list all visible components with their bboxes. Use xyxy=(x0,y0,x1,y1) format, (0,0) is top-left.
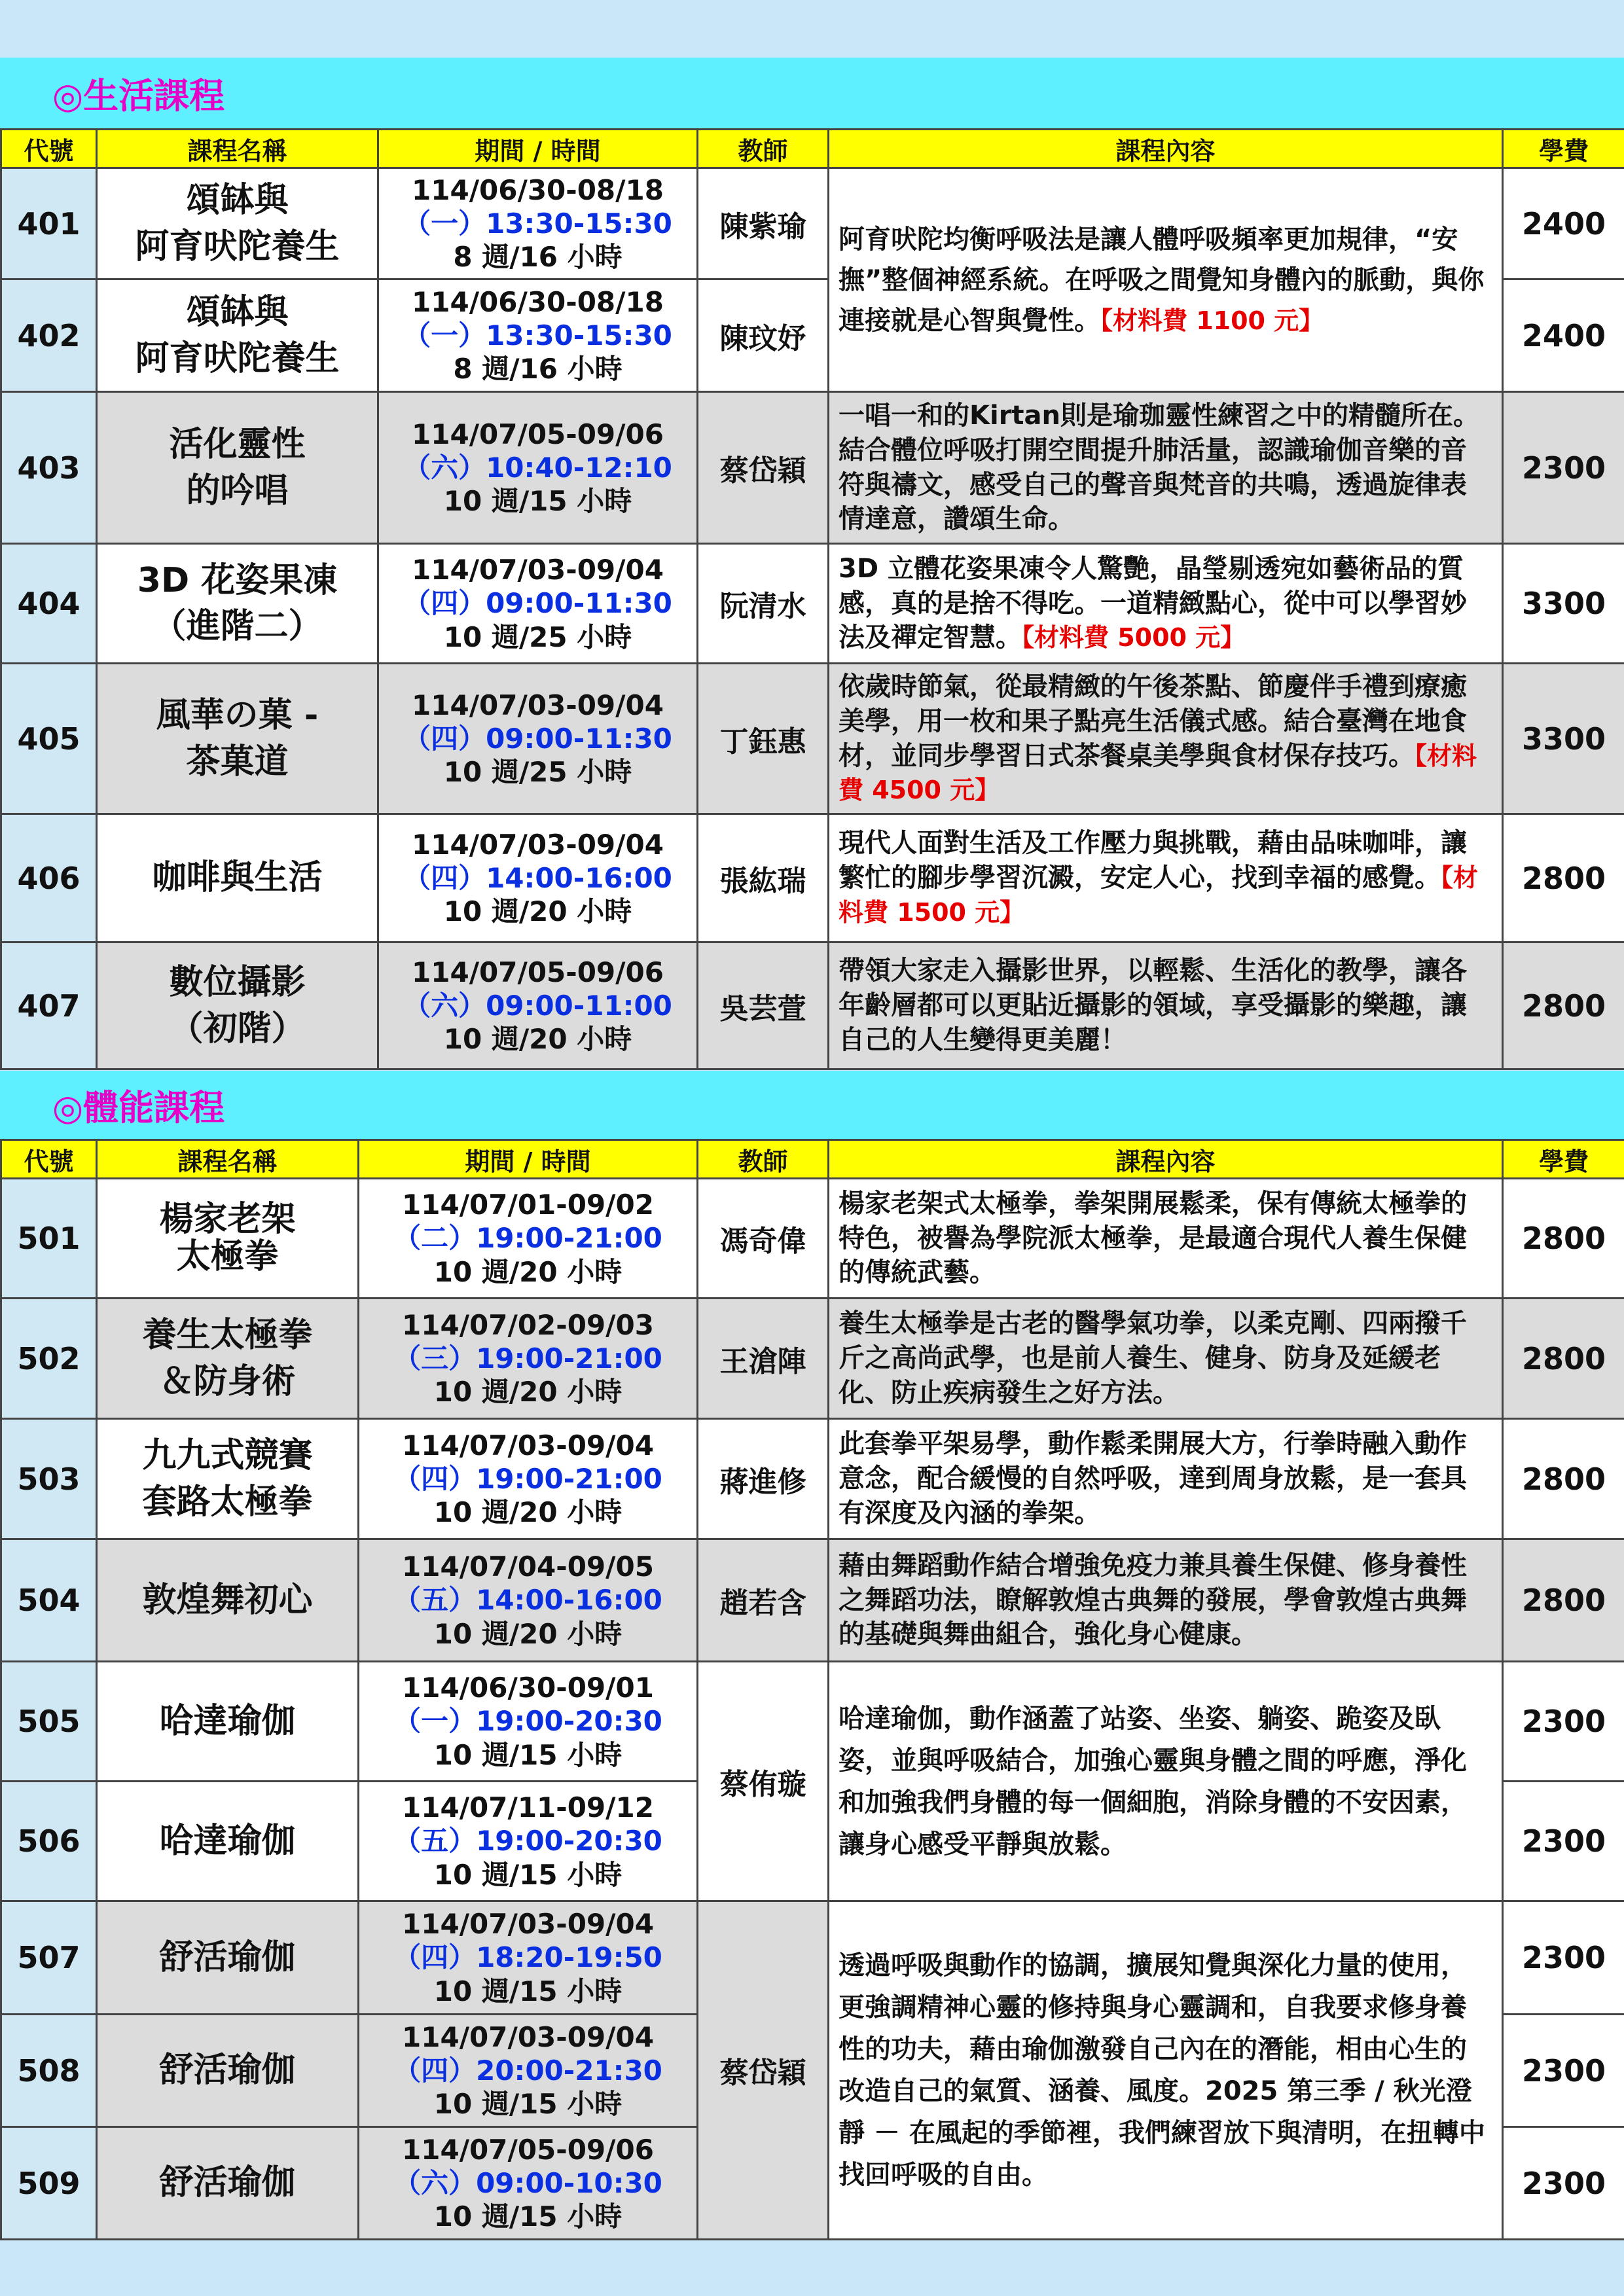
table-row xyxy=(1,1179,1624,1299)
course-tuition: 3300 xyxy=(1503,664,1624,814)
table-header-row xyxy=(1,1140,1624,1179)
course-name xyxy=(97,544,378,664)
course-code: 405 xyxy=(1,664,97,814)
content-text: 一唱一和的Kirtan則是瑜珈靈性練習之中的精髓所在。結合體位呼吸打開空間提升肺活量，認識瑜伽音樂的音符與禱文，感受自己的聲音與梵音的共鳴，透過旋律表情達意，讚頌生命。 xyxy=(839,400,1480,535)
course-tuition: 2300 xyxy=(1503,392,1624,544)
course-content xyxy=(829,814,1503,942)
course-content xyxy=(829,1299,1503,1419)
table-row xyxy=(1,1299,1624,1419)
course-name-line: 咖啡與生活 xyxy=(152,858,323,898)
content-text: 楊家老架式太極拳，拳架開展鬆柔，保有傳統太極拳的特色，被譽為學院派太極拳，是最適合現代人養生保健的傳統武藝。 xyxy=(839,1188,1467,1288)
content-text: 藉由舞蹈動作結合增強免疫力兼具養生保健、修身養性之舞蹈功法，瞭解敦煌古典舞的發展，學會敦煌古典舞的基礎與舞曲組合，強化身心健康。 xyxy=(839,1550,1467,1650)
course-date: 114/07/11-09/12 xyxy=(402,1791,654,1824)
course-content xyxy=(829,168,1503,392)
course-date: 114/06/30-08/18 xyxy=(412,285,664,318)
course-name-line: （進階二） xyxy=(152,607,323,646)
header-name: 課程名稱 xyxy=(97,1140,359,1179)
content-text: 阿育吠陀均衡呼吸法是讓人體呼吸頻率更加規律，“安撫”整個神經系統。在呼吸之間覺知身體內的脈動，與你連接就是心智與覺性。 xyxy=(839,224,1485,336)
course-name xyxy=(97,942,378,1069)
course-period xyxy=(378,168,698,279)
course-period xyxy=(359,1539,698,1662)
course-code: 503 xyxy=(1,1419,97,1539)
header-content: 課程內容 xyxy=(829,1140,1503,1179)
course-code: 505 xyxy=(1,1662,97,1782)
course-tuition: 2300 xyxy=(1503,2015,1624,2127)
course-period xyxy=(359,1179,698,1299)
course-name-line: 太極拳 xyxy=(176,1237,279,1276)
course-name xyxy=(97,1419,359,1539)
header-teacher: 教師 xyxy=(698,1140,829,1179)
course-name-line: 風華の菓 - xyxy=(156,696,319,736)
content-text: 此套拳平架易學，動作鬆柔開展大方，行拳時融入動作意念，配合緩慢的自然呼吸，達到周身放鬆，是一套具有深度及內涵的拳架。 xyxy=(839,1429,1467,1528)
course-code: 508 xyxy=(1,2015,97,2127)
course-hours: 10 週/15 小時 xyxy=(433,1975,623,2007)
course-name xyxy=(97,1539,359,1662)
course-date: 114/07/03-09/04 xyxy=(402,1908,654,1941)
course-tuition: 2400 xyxy=(1503,279,1624,392)
course-code: 403 xyxy=(1,392,97,544)
course-code: 509 xyxy=(1,2127,97,2240)
table-row xyxy=(1,168,1624,279)
course-period xyxy=(378,814,698,942)
course-name xyxy=(97,1179,359,1299)
course-date: 114/07/03-09/04 xyxy=(412,828,664,861)
course-date: 114/07/04-09/05 xyxy=(402,1551,654,1583)
course-period xyxy=(378,942,698,1069)
course-content xyxy=(829,392,1503,544)
course-time: （二）19:00-21:00 xyxy=(393,1222,662,1255)
content-text: 透過呼吸與動作的協調，擴展知覺與深化力量的使用，更強調精神心靈的修持與身心靈調和，自我要求修身養性的功夫，藉由瑜伽激發自己內在的潛能，相由心生的改造自己的氣質、涵養、風度。2025 第三季 / 秋光澄靜 － 在風起的季節裡，我們練習放下與清明，在扭轉中找回呼吸的自由。 xyxy=(839,1950,1485,2190)
course-period xyxy=(378,392,698,544)
course-date: 114/07/03-09/04 xyxy=(412,554,664,586)
course-hours: 10 週/20 小時 xyxy=(433,1617,623,1650)
course-time: （四）20:00-21:30 xyxy=(393,2054,662,2087)
course-name-line: 頌缽與 xyxy=(186,181,289,221)
course-tuition: 2800 xyxy=(1503,942,1624,1069)
course-name xyxy=(97,814,378,942)
course-tuition: 2300 xyxy=(1503,2127,1624,2240)
course-time: （四）18:20-19:50 xyxy=(393,1941,662,1974)
course-hours: 10 週/15 小時 xyxy=(443,485,632,518)
course-name-line: 頌缽與 xyxy=(186,293,289,332)
life-course-table xyxy=(0,128,1624,1070)
course-name-line: 茶菓道 xyxy=(186,742,289,781)
course-content xyxy=(829,1179,1503,1299)
course-tuition: 2300 xyxy=(1503,1782,1624,1901)
course-hours: 10 週/15 小時 xyxy=(433,2200,623,2233)
course-name xyxy=(97,168,378,279)
table-row xyxy=(1,392,1624,544)
material-fee: 【材料費 1100 元】 xyxy=(1100,306,1324,335)
material-fee: 【材料費 5000 元】 xyxy=(1022,623,1246,653)
course-teacher: 阮清水 xyxy=(698,544,829,664)
course-name-line: 舒活瑜伽 xyxy=(159,2051,296,2090)
course-teacher: 丁鈺惠 xyxy=(698,664,829,814)
header-tuition: 學費 xyxy=(1503,1140,1624,1179)
course-teacher: 張紘瑞 xyxy=(698,814,829,942)
section-title: ◎生活課程 xyxy=(52,75,225,117)
course-code: 402 xyxy=(1,279,97,392)
course-period xyxy=(359,1782,698,1901)
top-margin xyxy=(0,0,1624,58)
course-content xyxy=(829,1662,1503,1901)
course-teacher: 蔣進修 xyxy=(698,1419,829,1539)
course-tuition: 2800 xyxy=(1503,1299,1624,1419)
course-name-line: 舒活瑜伽 xyxy=(159,1937,296,1977)
course-content xyxy=(829,664,1503,814)
course-tuition: 2300 xyxy=(1503,1901,1624,2015)
course-code: 504 xyxy=(1,1539,97,1662)
content-text: 依歲時節氣，從最精緻的午後茶點、節慶伴手禮到療癒美學，用一枚和果子點亮生活儀式感。結合臺灣在地食材，並同步學習日式茶餐桌美學與食材保存技巧。 xyxy=(839,671,1467,771)
course-tuition: 2800 xyxy=(1503,1179,1624,1299)
course-hours: 10 週/20 小時 xyxy=(433,1376,623,1408)
content-text: 3D 立體花姿果凍令人驚艷，晶瑩剔透宛如藝術品的質感，真的是捨不得吃。一道精緻點心，從中可以學習妙法及禪定智慧。 xyxy=(839,553,1467,653)
course-content xyxy=(829,1419,1503,1539)
course-hours: 8 週/16 小時 xyxy=(453,353,623,386)
course-name-line: 阿育吠陀養生 xyxy=(135,338,340,378)
course-time: （一）19:00-20:30 xyxy=(393,1705,662,1738)
course-period xyxy=(378,664,698,814)
course-tuition: 2400 xyxy=(1503,168,1624,279)
table-row xyxy=(1,942,1624,1069)
course-name-line: 的吟唱 xyxy=(186,471,289,511)
course-tuition: 3300 xyxy=(1503,544,1624,664)
course-content xyxy=(829,1539,1503,1662)
course-content xyxy=(829,544,1503,664)
course-name-line: 舒活瑜伽 xyxy=(159,2163,296,2203)
course-name-line: 活化靈性 xyxy=(169,425,306,465)
course-date: 114/06/30-08/18 xyxy=(412,173,664,206)
content-text: 帶領大家走入攝影世界，以輕鬆、生活化的教學，讓各年齡層都可以更貼近攝影的領域，享受攝影的樂趣，讓自己的人生變得更美麗！ xyxy=(839,956,1467,1055)
course-code: 407 xyxy=(1,942,97,1069)
course-name-line: 敦煌舞初心 xyxy=(142,1580,313,1620)
course-name xyxy=(97,392,378,544)
course-content xyxy=(829,1901,1503,2240)
course-tuition: 2800 xyxy=(1503,1419,1624,1539)
course-name-line: 數位攝影 xyxy=(169,963,306,1003)
course-content xyxy=(829,942,1503,1069)
table-header-row xyxy=(1,130,1624,168)
course-time: （六）10:40-12:10 xyxy=(403,451,672,484)
table-row xyxy=(1,814,1624,942)
section-header-life xyxy=(0,58,1624,128)
course-code: 502 xyxy=(1,1299,97,1419)
course-name-line: ＆防身術 xyxy=(159,1361,296,1401)
course-period xyxy=(359,1662,698,1782)
course-time: （三）19:00-21:00 xyxy=(393,1342,662,1374)
course-name-line: 3D 花姿果凍 xyxy=(137,560,338,600)
course-teacher: 陳玟妤 xyxy=(698,279,829,392)
course-name xyxy=(97,2127,359,2240)
header-period: 期間 / 時間 xyxy=(359,1140,698,1179)
course-period xyxy=(378,279,698,392)
course-period xyxy=(359,1901,698,2015)
course-time: （一）13:30-15:30 xyxy=(403,207,672,240)
course-date: 114/07/05-09/06 xyxy=(402,2133,654,2166)
course-code: 507 xyxy=(1,1901,97,2015)
course-name-line: 九九式競賽 xyxy=(142,1436,313,1476)
course-code: 406 xyxy=(1,814,97,942)
course-code: 404 xyxy=(1,544,97,664)
fitness-course-table xyxy=(0,1139,1624,2240)
course-hours: 10 週/25 小時 xyxy=(443,620,632,653)
course-date: 114/07/03-09/04 xyxy=(402,2020,654,2053)
course-teacher: 王滄陣 xyxy=(698,1299,829,1419)
course-tuition: 2800 xyxy=(1503,1539,1624,1662)
material-fee: 【材料費 4500 元】 xyxy=(839,741,1477,805)
course-name-line: 套路太極拳 xyxy=(142,1482,313,1522)
course-code: 401 xyxy=(1,168,97,279)
course-time: （六）09:00-10:30 xyxy=(393,2166,662,2199)
course-period xyxy=(378,544,698,664)
section-header-fitness xyxy=(0,1071,1624,1139)
table-row xyxy=(1,1662,1624,1782)
course-teacher: 蔡岱穎 xyxy=(698,1901,829,2240)
table-row xyxy=(1,1901,1624,2015)
course-time: （五）19:00-20:30 xyxy=(393,1825,662,1857)
header-tuition: 學費 xyxy=(1503,130,1624,168)
course-name xyxy=(97,2015,359,2127)
header-code: 代號 xyxy=(1,130,97,168)
course-time: （四）14:00-16:00 xyxy=(403,861,672,894)
table-row xyxy=(1,1419,1624,1539)
header-period: 期間 / 時間 xyxy=(378,130,698,168)
course-teacher: 蔡侑璇 xyxy=(698,1662,829,1901)
course-date: 114/06/30-09/01 xyxy=(402,1672,654,1704)
course-date: 114/07/03-09/04 xyxy=(402,1429,654,1462)
course-teacher: 蔡岱穎 xyxy=(698,392,829,544)
header-teacher: 教師 xyxy=(698,130,829,168)
course-hours: 10 週/20 小時 xyxy=(433,1255,623,1288)
course-time: （四）19:00-21:00 xyxy=(393,1462,662,1495)
course-teacher: 趙若含 xyxy=(698,1539,829,1662)
material-fee: 【材料費 1500 元】 xyxy=(839,863,1479,927)
course-name-line: 養生太極拳 xyxy=(142,1316,313,1355)
header-name: 課程名稱 xyxy=(97,130,378,168)
course-name-line: 阿育吠陀養生 xyxy=(135,226,340,266)
course-hours: 10 週/20 小時 xyxy=(443,1023,632,1056)
course-date: 114/07/05-09/06 xyxy=(412,956,664,988)
content-text: 養生太極拳是古老的醫學氣功拳，以柔克剛、四兩撥千斤之高尚武學，也是前人養生、健身、防身及延緩老化、防止疾病發生之好方法。 xyxy=(839,1308,1467,1408)
section-title: ◎體能課程 xyxy=(52,1086,225,1128)
course-hours: 10 週/15 小時 xyxy=(433,1858,623,1891)
course-hours: 10 週/25 小時 xyxy=(443,756,632,789)
course-tuition: 2300 xyxy=(1503,1662,1624,1782)
course-date: 114/07/03-09/04 xyxy=(412,689,664,721)
table-row xyxy=(1,664,1624,814)
course-time: （一）13:30-15:30 xyxy=(403,319,672,351)
course-teacher: 吳芸萱 xyxy=(698,942,829,1069)
course-time: （四）09:00-11:30 xyxy=(403,587,672,620)
header-content: 課程內容 xyxy=(829,130,1503,168)
course-time: （五）14:00-16:00 xyxy=(393,1584,662,1617)
course-hours: 10 週/20 小時 xyxy=(433,1496,623,1529)
content-text: 現代人面對生活及工作壓力與挑戰，藉由品味咖啡，讓繁忙的腳步學習沉澱，安定人心，找到幸福的感覺。 xyxy=(839,828,1467,893)
course-name-line: 哈達瑜伽 xyxy=(159,1821,296,1861)
course-name-line: （初階） xyxy=(169,1009,306,1049)
course-name-line: 哈達瑜伽 xyxy=(159,1701,296,1741)
course-date: 114/07/02-09/03 xyxy=(402,1308,654,1341)
course-date: 114/07/05-09/06 xyxy=(412,418,664,450)
course-hours: 10 週/20 小時 xyxy=(443,895,632,928)
course-period xyxy=(359,2015,698,2127)
course-code: 501 xyxy=(1,1179,97,1299)
course-name-line: 楊家老架 xyxy=(159,1199,296,1239)
course-name xyxy=(97,1901,359,2015)
course-code: 506 xyxy=(1,1782,97,1901)
course-name xyxy=(97,664,378,814)
course-date: 114/07/01-09/02 xyxy=(402,1189,654,1221)
course-hours: 10 週/15 小時 xyxy=(433,2088,623,2121)
course-period xyxy=(359,1419,698,1539)
course-name xyxy=(97,1299,359,1419)
course-period xyxy=(359,1299,698,1419)
header-code: 代號 xyxy=(1,1140,97,1179)
course-hours: 10 週/15 小時 xyxy=(433,1738,623,1771)
course-time: （六）09:00-11:00 xyxy=(403,989,672,1022)
course-time: （四）09:00-11:30 xyxy=(403,722,672,755)
course-teacher: 馮奇偉 xyxy=(698,1179,829,1299)
table-row xyxy=(1,1539,1624,1662)
course-name xyxy=(97,1782,359,1901)
course-period xyxy=(359,2127,698,2240)
course-hours: 8 週/16 小時 xyxy=(453,241,623,274)
course-teacher: 陳紫瑜 xyxy=(698,168,829,279)
course-name xyxy=(97,279,378,392)
course-tuition: 2800 xyxy=(1503,814,1624,942)
content-text: 哈達瑜伽，動作涵蓋了站姿、坐姿、躺姿、跪姿及臥姿，並與呼吸結合，加強心靈與身體之間的呼應，淨化和加強我們身體的每一個細胞，消除身體的不安因素，讓身心感受平靜與放鬆。 xyxy=(839,1703,1467,1859)
table-row xyxy=(1,544,1624,664)
course-name xyxy=(97,1662,359,1782)
